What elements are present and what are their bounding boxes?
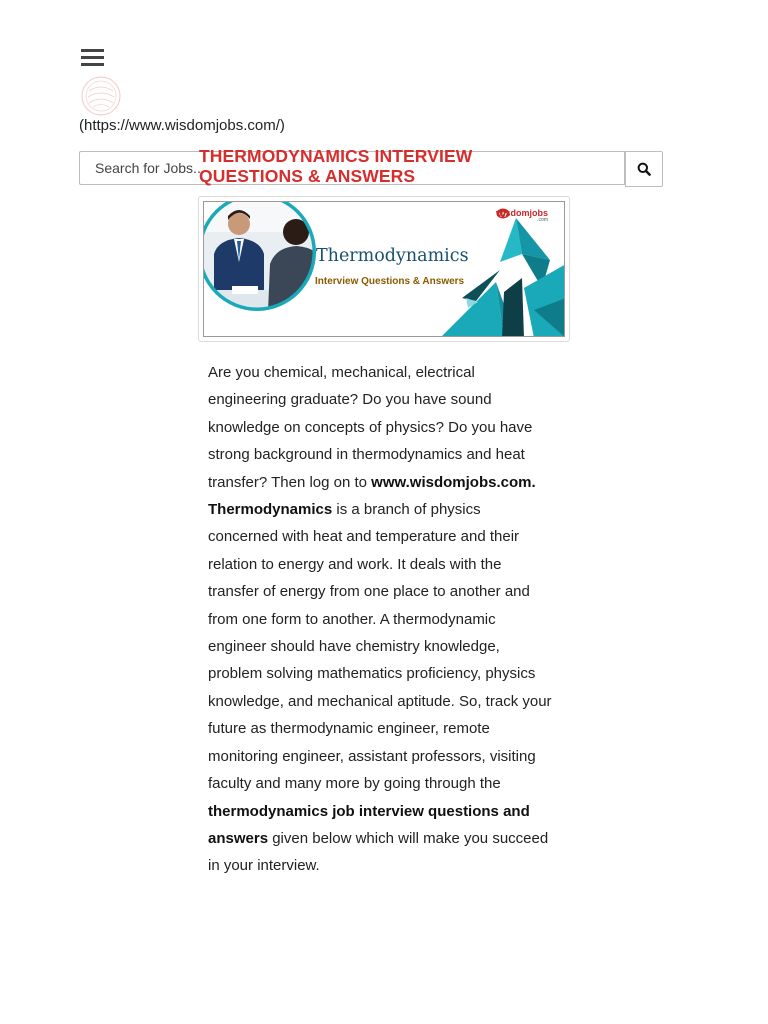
banner-brand-text bbox=[495, 208, 548, 223]
search-button[interactable] bbox=[625, 151, 663, 187]
banner-brand-logo bbox=[495, 208, 548, 223]
intro-bold-2: thermodynamics job interview questions and answers bbox=[208, 802, 530, 847]
banner-brand-suffix: .com bbox=[537, 217, 548, 223]
banner-subtitle: Interview Questions & Answers bbox=[315, 276, 465, 287]
thermodynamics-banner bbox=[203, 201, 565, 337]
intro-text-3: given below which will make you succeed in your interview. bbox=[208, 829, 549, 875]
page-title: THERMODYNAMICS INTERVIEW QUESTIONS & ANSWERS bbox=[199, 146, 473, 186]
search-icon bbox=[637, 162, 651, 176]
intro-text-2: is a branch of physics concerned with heat and temperature and their relation to energy and work. It deals with the transfer of energy from one place to another and from one form to another. A thermodynamic engineer should have chemistry knowledge, problem solving mathematics proficiency, physics knowledge, and mechanical aptitude. So, track your future as thermodynamic engineer, remote monitoring engineer, assistant professors, visiting faculty and many more by going through the bbox=[208, 501, 552, 793]
banner-brand-name: wisdomjobs bbox=[495, 208, 548, 218]
hamburger-menu-icon[interactable] bbox=[81, 49, 104, 68]
banner-illustration bbox=[204, 202, 565, 337]
banner-image-frame bbox=[198, 196, 570, 342]
intro-text-1: Are you chemical, mechanical, electrical engineering graduate? Do you have sound knowledge on concepts of physics? Do you have strong background in thermodynamics and heat transfer? Then log on to bbox=[208, 364, 533, 491]
wisdomjobs-logo[interactable] bbox=[80, 75, 122, 117]
menu-bar bbox=[81, 49, 104, 52]
menu-bar bbox=[81, 56, 104, 59]
home-link[interactable]: (https://www.wisdomjobs.com/) bbox=[79, 117, 285, 134]
intro-paragraph bbox=[208, 359, 554, 880]
intro-bold-1: www.wisdomjobs.com. Thermodynamics bbox=[208, 473, 536, 519]
banner-title: Thermodynamics bbox=[316, 246, 469, 266]
menu-bar bbox=[81, 63, 104, 66]
